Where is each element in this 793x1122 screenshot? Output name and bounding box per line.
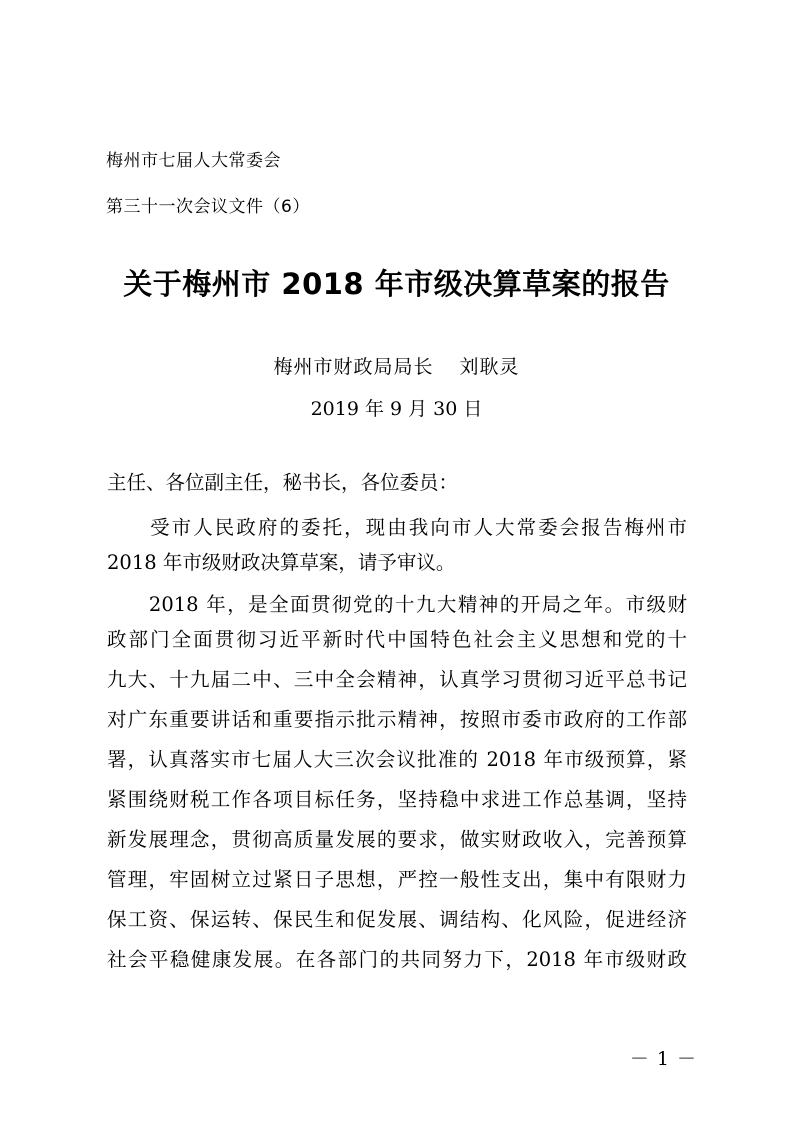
report-date: 2019 年 9 月 30 日 <box>310 398 483 420</box>
body-line: 署，认真落实市七届人大三次会议批准的 2018 年市级预算，紧 <box>107 748 687 771</box>
body-line: 新发展理念，贯彻高质量发展的要求，做实财政收入，完善预算 <box>107 828 687 851</box>
author-position: 梅州市财政局局长 <box>273 356 434 378</box>
salutation: 主任、各位副主任，秘书长，各位委员： <box>107 471 459 494</box>
document-number: 第三十一次会议文件（6） <box>106 197 310 217</box>
body-line: 管理，牢固树立过紧日子思想，严控一般性支出，集中有限财力 <box>107 868 687 891</box>
body-line: 紧围绕财税工作各项目标任务，坚持稳中求进工作总基调，坚持 <box>107 788 687 811</box>
body-line: 2018 年，是全面贯彻党的十九大精神的开局之年。市级财 <box>107 593 687 616</box>
body-line: 对广东重要讲话和重要指示批示精神，按照市委市政府的工作部 <box>107 708 687 731</box>
report-title: 关于梅州市 2018 年市级决算草案的报告 <box>123 267 670 301</box>
body-line: 政部门全面贯彻习近平新时代中国特色社会主义思想和党的十 <box>107 628 687 651</box>
author-name: 刘耿灵 <box>459 356 520 378</box>
body-line: 2018 年市级财政决算草案，请予审议。 <box>107 551 456 574</box>
body-line: 九大、十九届二中、三中全会精神，认真学习贯彻习近平总书记 <box>107 668 687 691</box>
issuing-organization: 梅州市七届人大常委会 <box>106 151 281 171</box>
page-number: － 1 － <box>629 1048 697 1070</box>
author-line <box>0 352 793 379</box>
body-line: 保工资、保运转、保民生和促发展、调结构、化风险，促进经济 <box>107 908 687 931</box>
body-line: 受市人民政府的委托，现由我向市人大常委会报告梅州市 <box>107 516 687 539</box>
body-line: 社会平稳健康发展。在各部门的共同努力下，2018 年市级财政 <box>107 948 687 971</box>
